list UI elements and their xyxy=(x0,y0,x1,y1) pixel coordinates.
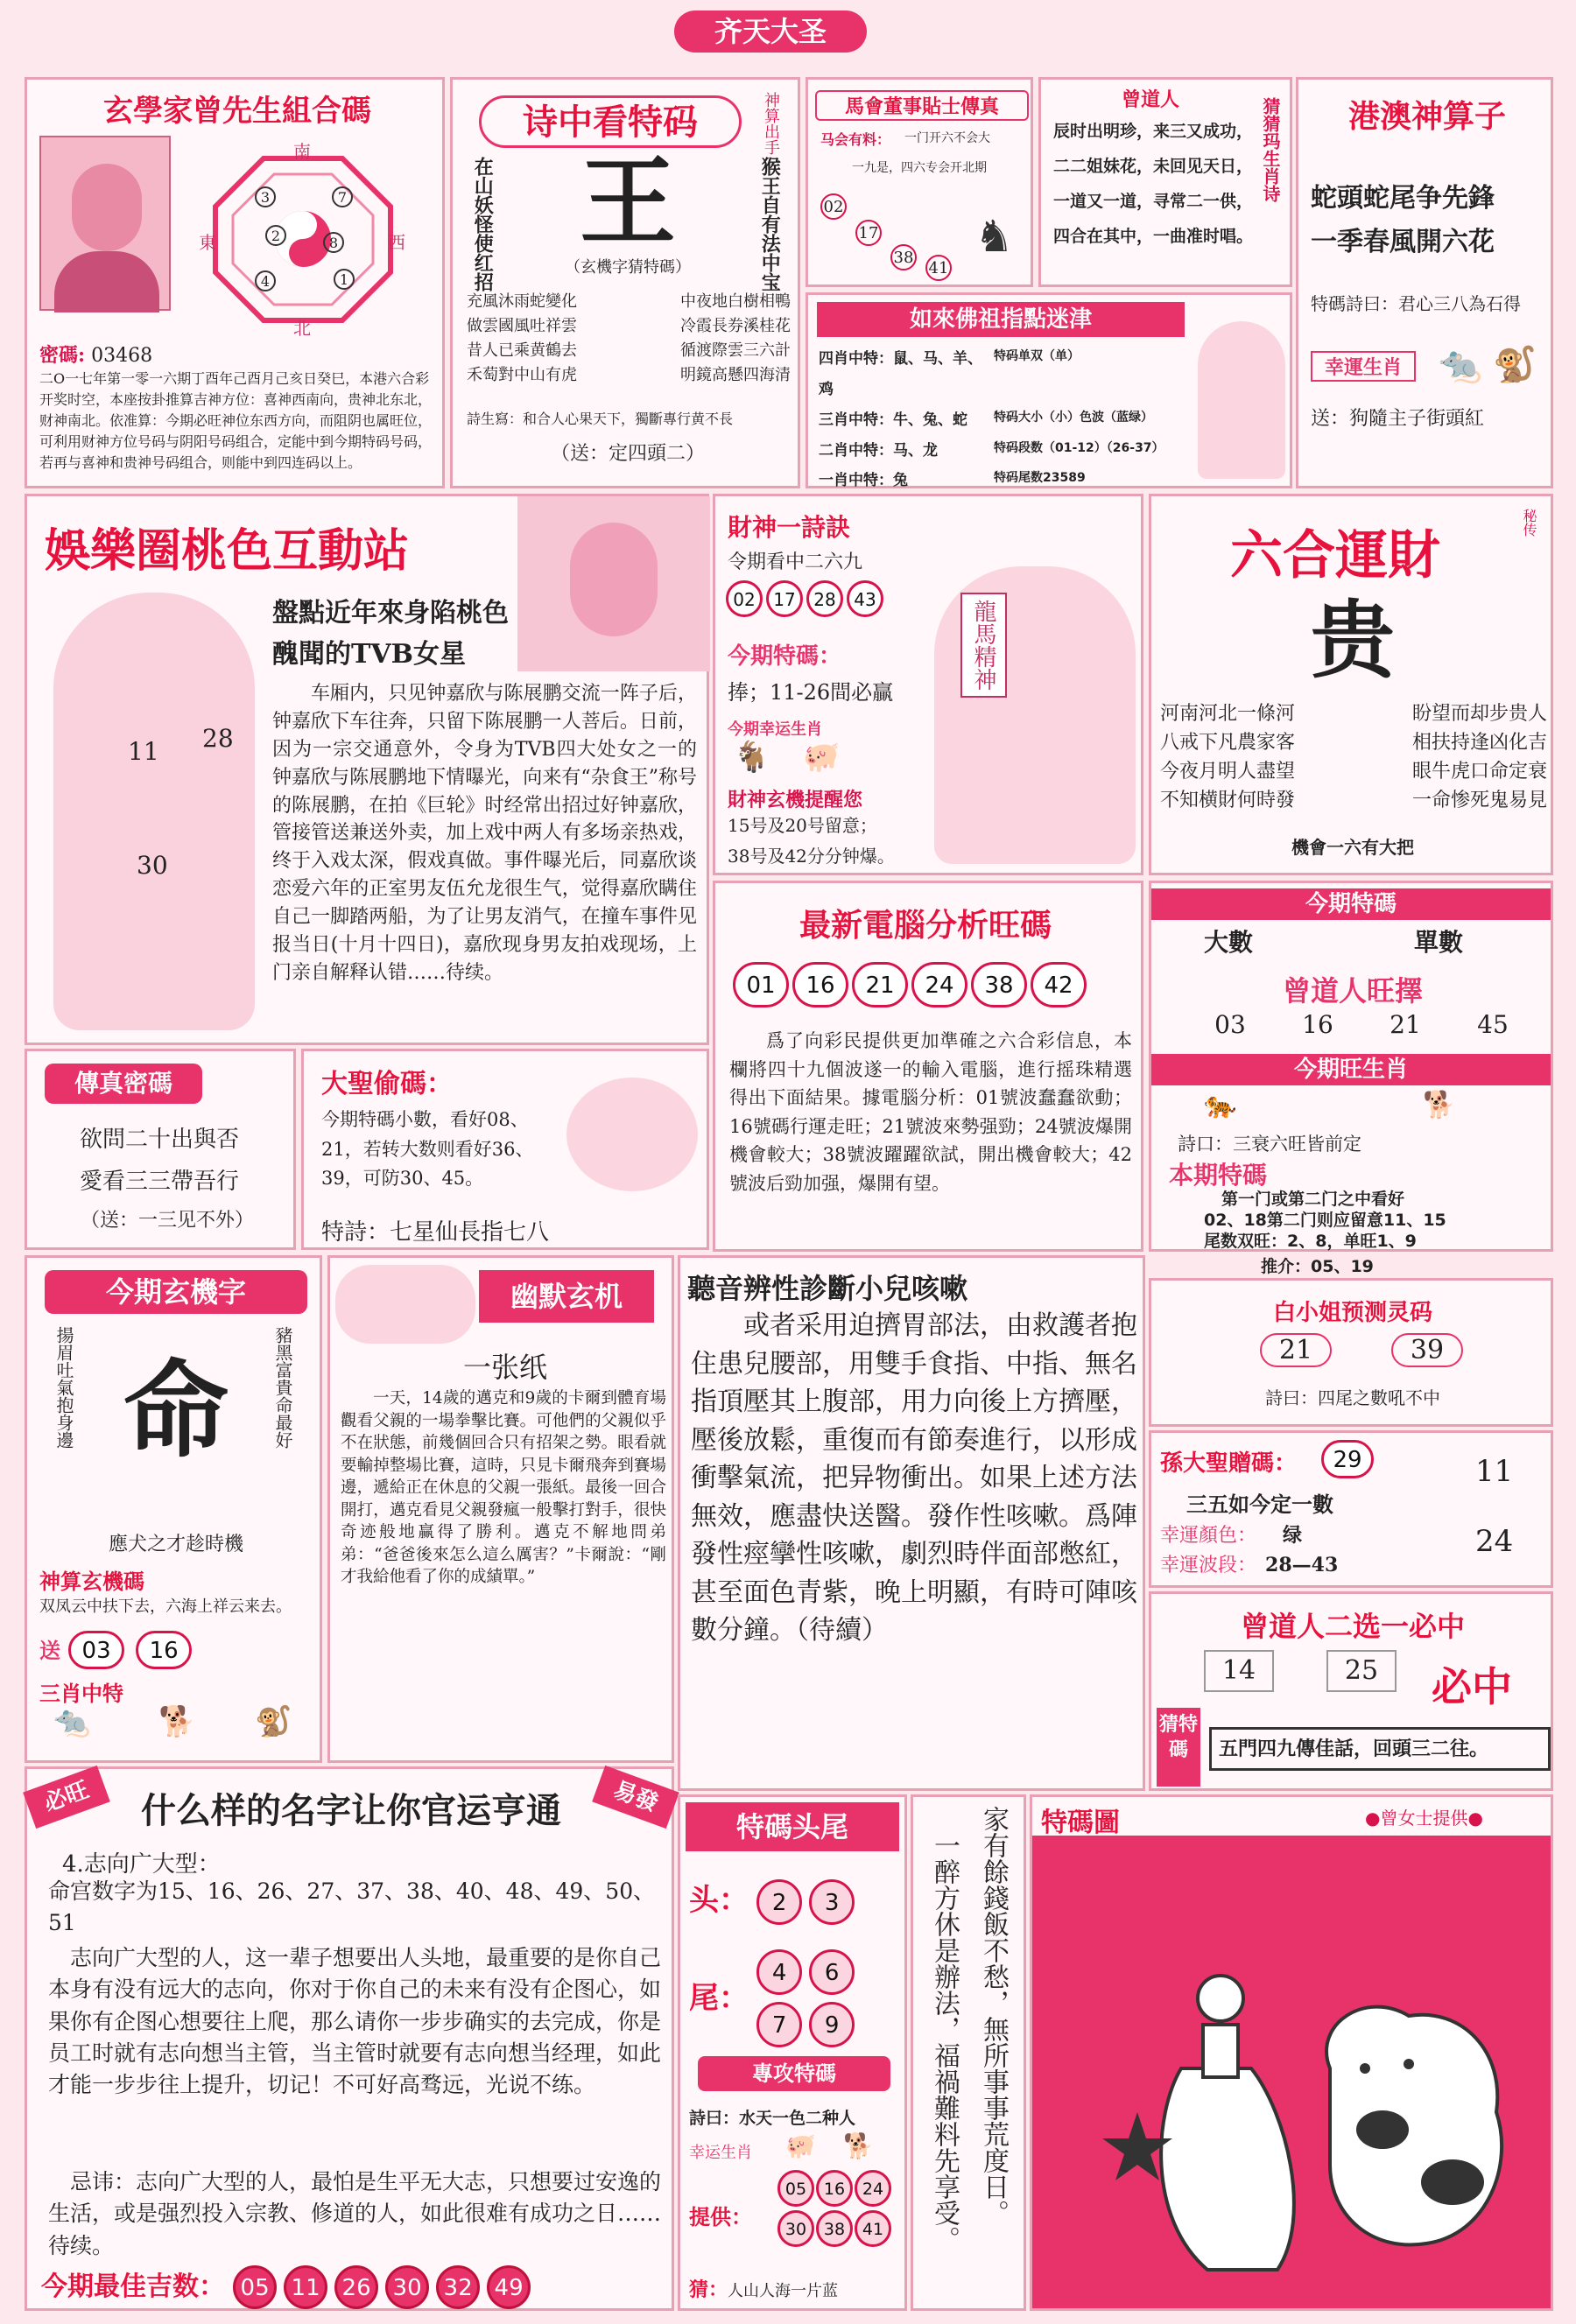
liuhe-line: 一命惨死鬼易見 xyxy=(1411,790,1547,811)
liuhe-line: 眼牛虎口命定衰 xyxy=(1411,761,1547,783)
poem-right-vert: 猴王自有法中宝 xyxy=(758,157,782,291)
liuhe-line: 相扶持逢凶化吉 xyxy=(1411,732,1547,754)
computer-panel xyxy=(713,881,1143,1252)
poem-line: 昔人已乘黄鶴去 xyxy=(467,341,577,360)
name-body: 志向广大型的人，这一辈子想要出人头地，最重要的是你自己本身有没有远大的志向，你对于你自己的未来有没有企图心，如果你有企图心想要往上爬，那么请你一步步确实的去完成，你是员工时就有志向想当主管，当主管时就要有志向想当经理，如此才能一步步往上提升，切记！不可好高骛远，光说不练。 xyxy=(48,1945,662,2097)
name-best-ball: 30 xyxy=(385,2265,429,2309)
provide-ball: 05 xyxy=(777,2170,814,2207)
ma-hui-ball: 17 xyxy=(855,220,882,246)
computer-title: 最新電腦分析旺碼 xyxy=(799,908,1052,944)
head-row xyxy=(689,1876,899,1925)
rulai-row-left: 四肖中特：鼠、马、羊、鸡 xyxy=(819,350,982,398)
caishen-line: 令期看中二六九 xyxy=(728,551,863,573)
ma-hui-title: 馬會董事貼士傳真 xyxy=(815,90,1029,121)
head-ball: 3 xyxy=(809,1879,855,1925)
bagua-dir-east: 東 xyxy=(199,232,216,253)
poem-send: （送：定四頭二） xyxy=(550,443,705,465)
caishen-ball: 17 xyxy=(766,580,803,617)
this-special-title: 今期特碼 xyxy=(1151,888,1551,920)
sun-ball: 29 xyxy=(1321,1440,1374,1478)
provide-ball: 41 xyxy=(855,2210,891,2247)
bagua-diagram xyxy=(199,141,405,339)
liuhe-line: 今夜月明人盡望 xyxy=(1160,761,1296,783)
gangao-panel xyxy=(1296,77,1553,488)
caishen-panel xyxy=(713,494,1143,875)
ben-1: 第一门或第二门之中看好 xyxy=(1221,1190,1405,1209)
rulai-row-right: 特码大小（小）色波（蓝绿） xyxy=(994,410,1153,425)
this-special-balls xyxy=(1186,1010,1537,1039)
miss-bai-ball: 21 xyxy=(1260,1333,1332,1367)
liuhe-title: 六合運財 xyxy=(1230,525,1440,586)
bagua-num: 7 xyxy=(332,186,353,207)
tail-label: 尾： xyxy=(689,1981,749,2016)
humor-body: 一天，14歲的邁克和9歲的卡爾到體育場觀看父親的一場拳擊比賽。可他們的父親似乎不在狀態，前幾個回合只有招架之勢。眼看就要輸掉整場比賽，這時，只見卡爾飛奔到賽場邊，遞給正在休息的父親一張紙。最後一回合開打，邁克看見父親發瘋一般擊打對手，很快奇迹般地赢得了勝利。邁克不解地問弟弟：“爸爸後來怎么這么厲害？”卡爾說：“剛才我給他看了你的成績單。” xyxy=(341,1389,666,1587)
provide-ball: 38 xyxy=(816,2210,853,2247)
guess-row xyxy=(689,2275,899,2302)
rulai-row-right: 特码段数（01-12）（26-37） xyxy=(994,440,1164,455)
cough-title: 聽音辨性診斷小兒咳嗽 xyxy=(687,1272,968,1305)
provide-ball: 24 xyxy=(855,2170,891,2207)
poem-author: 詩生寫：和合人心果天下，獨斷專行黄不長 xyxy=(467,411,734,427)
rulai-row-right: 特码单双（单） xyxy=(994,349,1080,363)
name-best-ball: 11 xyxy=(284,2265,327,2309)
computer-ball: 21 xyxy=(852,962,908,1008)
entertain-body: 车厢内，只见钟嘉欣与陈展鹏交流一阵子后，钟嘉欣下车往奔，只留下陈展鹏一人菩后。日前，因为一宗交通意外，令身为TVB四大处女之一的钟嘉欣与陈展鹏地下情曝光，向来有“杂食王”称号的陈展鹏，在拍《巨轮》时经常出招过好钟嘉欣，管接管送兼送外卖，加上戏中两人有多场亲热戏，终于入戏太深，假戏真做。事件曝光后，同嘉欣谈恋爱六年的正室男友伍允龙很生气，觉得嘉欣瞒住自己一脚踏两船，为了让男友消气，在撞车事件见报当日(十月十四日)，嘉欣现身男友拍戏现场，上门亲自解释认错……待续。 xyxy=(272,683,697,984)
name-best xyxy=(41,2264,672,2309)
gangao-lucky-label: 幸運生肖 xyxy=(1311,351,1416,382)
sun-wave xyxy=(1160,1550,1338,1577)
sun-title: 孫大聖贈碼： xyxy=(1160,1450,1298,1477)
rulai-rows xyxy=(819,344,1186,496)
pig-icon: 🐖 xyxy=(803,740,841,775)
shensuan-text: 双凤云中扶下去，六海上祥云来去。 xyxy=(39,1597,292,1616)
ma-hui-ball: 38 xyxy=(890,244,917,270)
zeng-daoren-line: 一道又一道，寻常二一供， xyxy=(1053,191,1254,211)
entertain-subtitle2: 醜聞的TVB女星 xyxy=(272,639,466,670)
computer-body: 爲了向彩民提供更加準確之六合彩信息，本欄將四十九個波遂一的輸入電腦，進行摇珠精選得出下面結果。據電腦分析：01號波蠢蠢欲動；16號碼行運走旺；21號波來勢强勁；24號波爆開機會較大；38號波躍躍欲試，開出機會較大；42號波后勁加强，爆開有望。 xyxy=(729,1030,1132,1194)
provide-label: 提供： xyxy=(689,2205,752,2229)
ma-hui-panel xyxy=(806,77,1033,287)
poem-left-vert: 在山妖怪使红招 xyxy=(471,157,495,291)
zeng-daoren-line: 四合在其中，一曲准时唱。 xyxy=(1053,226,1254,246)
provide-ball: 30 xyxy=(777,2210,814,2247)
poem-hint: （玄機字猜特碼） xyxy=(565,258,691,277)
liuhe-lines xyxy=(1160,699,1547,815)
xuanji-left-vert: 揚眉吐氣抱身邊 xyxy=(53,1326,74,1449)
zeng-combo-body: 二O一七年第一零一六期丁酉年己酉月己亥日癸巳，本港六合彩开奖时空，本座按卦推算吉神方位：喜神西南向，贵神北东北，财神南北。依准算：今期必旺神位东西方向，而阻阴也属旺位，可利用财神方位号码与阴阳号码组合，定能中到今期特码号码，若再与喜神和贵神号码组合，则能中到四连码以上。 xyxy=(39,370,433,471)
tail-ball: 9 xyxy=(809,2002,855,2047)
zeng-daoren-title: 曾道人 xyxy=(1121,89,1179,111)
bagua-dir-west: 西 xyxy=(388,232,405,253)
caishen-remind2: 38号及42分分钟爆。 xyxy=(728,846,895,867)
bagua-num: 3 xyxy=(255,186,276,207)
this-special-ball: 16 xyxy=(1302,1010,1333,1039)
xuanji-panel xyxy=(25,1255,322,1763)
bagua-num: 4 xyxy=(255,270,276,291)
computer-ball: 42 xyxy=(1031,962,1087,1008)
wang-title: 今期旺生肖 xyxy=(1151,1054,1551,1085)
sun-right-num: 11 xyxy=(1475,1454,1514,1489)
header-title: 齐天大圣 xyxy=(674,11,867,53)
name-taboo: 忌讳：志向广大型的人，最怕是生平无大志，只想要过安逸的生活，或是强烈投入宗教、修道的人，如此很难有成功之日……待续。 xyxy=(48,2169,662,2258)
xuanji-send-ball: 16 xyxy=(136,1631,192,1669)
three-title: 三肖中特 xyxy=(39,1682,123,1706)
goat-icon: 🐐 xyxy=(733,740,770,775)
computer-ball: 24 xyxy=(911,962,967,1008)
poem-line: 做雲國風吐祥雲 xyxy=(467,316,577,335)
tema-pic-title: 特碼圖 xyxy=(1041,1808,1120,1838)
tiger-icon: 🐅 xyxy=(1204,1090,1237,1120)
ben-3: 尾数双旺：2、8，单旺1、9 xyxy=(1204,1232,1417,1251)
ben-2: 02、18第二门则应留意11、15 xyxy=(1204,1211,1446,1230)
liuhe-line: 不知横財何時發 xyxy=(1160,790,1296,811)
gangao-line2: 一季春風開六花 xyxy=(1311,227,1495,257)
poem-line: 冷霞長券溪桂花 xyxy=(680,316,791,335)
ma-hui-text2: 一九是，四六专会开北期 xyxy=(852,161,987,175)
sun-line: 三五如今定一數 xyxy=(1186,1492,1333,1517)
ma-hui-ball: 41 xyxy=(925,255,952,281)
zeng-two-num: 14 xyxy=(1204,1650,1274,1692)
xuanji-title: 今期玄機字 xyxy=(45,1270,307,1314)
rulai-title: 如來佛祖指點迷津 xyxy=(817,302,1185,337)
rat-icon: 🐀 xyxy=(53,1704,91,1739)
xuanji-bottom: 應犬之才趁時機 xyxy=(108,1534,243,1555)
this-special-ball: 03 xyxy=(1214,1010,1246,1039)
dog-icon: 🐕 xyxy=(843,2131,874,2160)
zeng-combo-panel xyxy=(25,77,445,488)
sun-color-label: 幸運顏色： xyxy=(1160,1525,1257,1547)
computer-balls xyxy=(731,962,1143,1008)
zeng-daoren-line: 二二姐妹花，未回见天日， xyxy=(1053,156,1254,176)
cough-body: 或者采用迫擠胃部法，由救護者抱住患兒腰部，用雙手食指、中指、無名指頂壓其上腹部，用力向後上方擠壓，壓後放鬆，重復而有節奏進行，以形成衝擊氣流，把异物衝出。如果上述方法無效，應盡快送醫。發作性咳嗽。爲陣發性痙攣性咳嗽，劇烈時伴面部憋紅，甚至面色青紫，晚上明顯，有時可陣咳數分鐘。（待續） xyxy=(691,1310,1137,1646)
head-label: 头： xyxy=(689,1883,749,1918)
sun-panel xyxy=(1149,1430,1553,1588)
rulai-row-left: 三肖中特：牛、兔、蛇 xyxy=(819,411,967,429)
name-best-ball: 05 xyxy=(233,2265,277,2309)
attack-lucky-label: 幸运生肖 xyxy=(689,2144,752,2162)
this-special-zeng: 曾道人旺擇 xyxy=(1282,974,1423,1008)
dog-icon: 🐕 xyxy=(1423,1090,1456,1120)
name-best-ball: 26 xyxy=(334,2265,378,2309)
gangao-send: 送：狗隨主子街頭紅 xyxy=(1311,408,1485,430)
name-best-ball: 49 xyxy=(487,2265,531,2309)
zeng-two-num: 25 xyxy=(1326,1650,1397,1692)
caishen-balls xyxy=(724,580,917,617)
poem-panel xyxy=(450,77,800,488)
caishen-special-text: 捧；11-26間必贏 xyxy=(728,680,894,705)
name-title: 什么样的名字让你官运亨通 xyxy=(141,1791,561,1831)
name-best-label: 今期最佳吉数： xyxy=(41,2271,225,2302)
this-special-panel xyxy=(1149,881,1553,1252)
xuanji-char: 命 xyxy=(123,1349,229,1472)
xuanji-send-ball: 03 xyxy=(68,1631,124,1669)
this-special-poem: 詩口：三衰六旺皆前定 xyxy=(1178,1134,1361,1155)
name-heading: 4.志向广大型： xyxy=(62,1851,221,1878)
sun-color xyxy=(1160,1520,1302,1548)
cough-panel xyxy=(678,1255,1145,1791)
rulai-panel xyxy=(806,292,1292,488)
rulai-row-right: 特码尾数23589 xyxy=(994,471,1086,486)
this-special-single: 單數 xyxy=(1414,928,1464,957)
zeng-two-guess-label: 猜特碼 xyxy=(1157,1708,1200,1787)
couplet-panel xyxy=(911,1794,1026,2311)
computer-ball: 38 xyxy=(971,962,1027,1008)
bagua-num: 1 xyxy=(334,269,355,290)
couplet-col1: 一醉方休是辦法，福禍難料先享受。 xyxy=(929,1832,960,2252)
sun-wave-label: 幸運波段： xyxy=(1160,1555,1257,1576)
chuan-pass-panel xyxy=(25,1049,296,1250)
header-bar xyxy=(0,0,1576,61)
miss-bai-panel xyxy=(1149,1278,1553,1427)
gangao-poem: 特碼詩曰：君心三八為石得 xyxy=(1311,293,1521,314)
dasheng-title: 大聖偷碼： xyxy=(321,1069,453,1099)
caishen-scroll: 龍馬精神 xyxy=(960,593,1007,698)
monkey-king-figure xyxy=(566,1078,698,1191)
tema-pic-provider: ●曾女士提供● xyxy=(1365,1808,1483,1829)
secret-code xyxy=(39,341,433,368)
caishen-remind-title: 財神玄機提醒您 xyxy=(728,789,863,811)
dasheng-panel xyxy=(301,1049,709,1250)
tema-pic-panel xyxy=(1030,1794,1553,2311)
guess-label: 猜： xyxy=(689,2279,728,2301)
name-left-tag: 必旺 xyxy=(23,1766,110,1829)
gangao-line1: 蛇頭蛇尾争先鋒 xyxy=(1311,183,1495,214)
tail-ball: 7 xyxy=(756,2002,802,2047)
this-special-ball: 45 xyxy=(1477,1010,1509,1039)
liuhe-char: 贵 xyxy=(1311,591,1395,690)
this-special-ball: 21 xyxy=(1390,1010,1421,1039)
xuanji-right-vert: 豬黑富貴命最好 xyxy=(272,1326,293,1449)
couplet-col2: 家有餘錢飯不愁，無所事事荒度日。 xyxy=(978,1806,1009,2226)
xuanji-send xyxy=(39,1631,320,1669)
liuhe-line: 河南河北一條河 xyxy=(1160,703,1296,725)
caishen-figure xyxy=(934,566,1136,864)
rat-icon: 🐀 xyxy=(1439,345,1482,385)
woman-figure xyxy=(53,593,255,1030)
chuan-line2: 愛看三三帶吾行 xyxy=(80,1169,240,1195)
shensuan-title: 神算玄機碼 xyxy=(39,1569,144,1594)
liuhe-footer: 機會一六有大把 xyxy=(1291,837,1414,858)
name-right-tag: 易發 xyxy=(592,1766,679,1829)
liuhe-line: 八戒下凡農家客 xyxy=(1160,732,1296,754)
rulai-row-left: 一肖中特：兔 xyxy=(819,472,908,490)
name-best-ball: 32 xyxy=(436,2265,480,2309)
gangao-title: 港澳神算子 xyxy=(1347,99,1506,135)
entertain-photo xyxy=(517,496,710,671)
ma-hui-text1: 一门开六不会大 xyxy=(904,131,990,145)
zeng-daoren-line: 辰时出明珍，来三又成功， xyxy=(1053,122,1254,141)
poem-side-label: 神算出手 xyxy=(762,92,780,155)
zeng-two-guess-text: 五門四九傳佳話，回頭三二往。 xyxy=(1209,1727,1551,1771)
entertain-num: 11 xyxy=(128,737,159,766)
sun-color-value: 绿 xyxy=(1283,1524,1303,1547)
bagua-num: 2 xyxy=(265,225,286,246)
poem-line: 禾萄對中山有虎 xyxy=(467,365,577,384)
zeng-combo-title: 玄學家曾先生組合碼 xyxy=(103,94,371,129)
poem-char: 王 xyxy=(580,145,676,258)
liuhe-side: 秘传 xyxy=(1521,509,1537,537)
rulai-row-left: 二肖中特：马、龙 xyxy=(819,441,938,460)
secret-value: 03468 xyxy=(91,345,153,367)
miss-bai-balls xyxy=(1230,1333,1493,1367)
chuan-send: （送：一三见不外） xyxy=(80,1210,254,1232)
poem-lines xyxy=(467,290,791,388)
entertain-panel xyxy=(25,494,709,1045)
poem-line: 循渡際雲三六計 xyxy=(680,341,791,360)
head-ball: 2 xyxy=(756,1879,802,1925)
caishen-ball: 28 xyxy=(806,580,843,617)
pig-icon: 🐖 xyxy=(785,2131,816,2160)
miss-bai-poem: 詩曰：四尾之數吼不中 xyxy=(1265,1387,1440,1408)
caishen-title: 財神一詩訣 xyxy=(728,513,851,542)
tail-ball: 6 xyxy=(809,1949,855,1995)
provide-balls xyxy=(777,2168,908,2249)
computer-ball: 16 xyxy=(792,962,848,1008)
guess-text: 人山人海一片蓝 xyxy=(728,2282,839,2300)
tail-ball: 4 xyxy=(756,1949,802,1995)
caishen-lucky-label: 今期幸运生肖 xyxy=(728,720,822,739)
portrait xyxy=(39,136,171,311)
name-nums: 命宫数字为15、16、26、27、37、38、40、48、49、50、51 xyxy=(48,1878,656,1936)
attack-poem: 詩曰：水天一色二种人 xyxy=(689,2109,856,2128)
attack-title: 專攻特碼 xyxy=(698,2056,890,2091)
humor-panel xyxy=(327,1255,674,1763)
dog-icon: 🐕 xyxy=(158,1704,196,1739)
poem-title: 诗中看特码 xyxy=(479,95,742,148)
horse-icon: ♞ xyxy=(974,211,1014,262)
head-tail-title: 特碼头尾 xyxy=(686,1802,899,1851)
bagua-dir-south: 南 xyxy=(293,141,311,162)
zeng-daoren-lines xyxy=(1053,115,1255,255)
sun-wave-value: 28—43 xyxy=(1265,1554,1339,1576)
xuanji-send-label: 送 xyxy=(39,1638,60,1663)
humor-title: 一张纸 xyxy=(462,1351,547,1384)
zeng-daoren-side: 猜猜玛生肖诗 xyxy=(1260,97,1281,202)
poem-line: 明鏡高懸四海清 xyxy=(680,365,791,384)
chuan-pass-title: 傳真密碼 xyxy=(45,1064,202,1104)
caishen-special-title: 今期特碼： xyxy=(728,643,842,670)
tema-pic-header xyxy=(1032,1797,1551,1836)
chuan-line1: 欲問二十出與否 xyxy=(80,1127,240,1153)
zeng-two-panel xyxy=(1149,1591,1553,1791)
head-tail-panel xyxy=(678,1794,907,2311)
tail-row xyxy=(689,1946,899,2051)
entertain-num: 28 xyxy=(202,724,234,753)
zeng-two-title: 曾道人二选一必中 xyxy=(1240,1610,1465,1643)
ma-hui-label: 马会有料： xyxy=(820,131,891,148)
entertain-title: 娛樂圈桃色互動站 xyxy=(45,525,410,578)
buddha-image xyxy=(1198,321,1285,479)
caishen-ball: 02 xyxy=(726,580,763,617)
caishen-ball: 43 xyxy=(847,580,883,617)
bagua-num: 8 xyxy=(323,232,344,253)
poem-line: 充風沐雨蛇變化 xyxy=(467,292,577,311)
humor-faces xyxy=(335,1265,475,1344)
miss-bai-title: 白小姐预测灵码 xyxy=(1272,1300,1432,1326)
miss-bai-ball: 39 xyxy=(1391,1333,1463,1367)
ben-4: 推介：05、19 xyxy=(1261,1257,1374,1276)
liuhe-line: 盼望而却步贵人 xyxy=(1411,703,1547,725)
zeng-two-stamp: 必中 xyxy=(1432,1663,1512,1710)
this-special-big: 大數 xyxy=(1204,928,1254,957)
dasheng-poem: 特詩：七星仙長指七八 xyxy=(321,1219,550,1246)
secret-label: 密碼: xyxy=(39,344,86,367)
ma-hui-ball: 02 xyxy=(820,193,847,220)
entertain-subtitle1: 盤點近年來身陷桃色 xyxy=(272,598,509,628)
ben-title: 本期特碼 xyxy=(1169,1161,1268,1190)
tema-pic-illustration xyxy=(1050,1850,1540,2305)
liuhe-panel xyxy=(1149,494,1553,875)
computer-ball: 01 xyxy=(733,962,789,1008)
dasheng-body: 今期特碼小數，看好08、21，若转大数则看好36、39，可防30、45。 xyxy=(321,1109,534,1190)
zeng-daoren-panel xyxy=(1038,77,1292,287)
entertain-num: 30 xyxy=(137,851,168,880)
provide-ball: 16 xyxy=(816,2170,853,2207)
monkey-icon: 🐒 xyxy=(255,1704,292,1739)
humor-banner: 幽默玄机 xyxy=(479,1270,654,1323)
bagua-dir-north: 北 xyxy=(293,318,311,339)
poem-line: 中夜地白樹相鴨 xyxy=(680,292,791,311)
sun-right-num: 24 xyxy=(1475,1524,1514,1559)
name-panel xyxy=(25,1766,674,2311)
caishen-remind1: 15号及20号留意； xyxy=(728,815,877,836)
monkey-icon: 🐒 xyxy=(1493,345,1537,385)
